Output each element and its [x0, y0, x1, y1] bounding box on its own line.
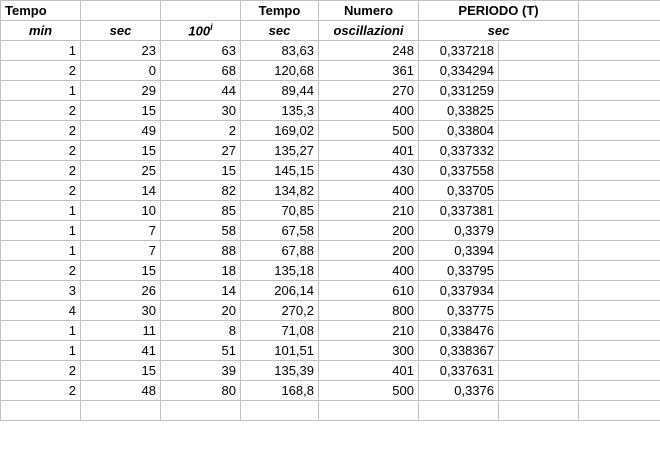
cell-tempo[interactable]: 101,51 — [241, 341, 319, 361]
empty-cell[interactable] — [499, 41, 579, 61]
empty-cell[interactable] — [579, 241, 660, 261]
table-row — [1, 101, 660, 121]
cell-periodo[interactable]: 0,337631 — [419, 361, 499, 381]
cell-sec[interactable]: 7 — [81, 241, 161, 261]
cell-min[interactable]: 1 — [1, 41, 81, 61]
empty-cell[interactable] — [499, 181, 579, 201]
cell-numero[interactable]: 300 — [319, 341, 419, 361]
empty-cell[interactable] — [499, 201, 579, 221]
header-periodo[interactable]: PERIODO (T) — [419, 1, 579, 21]
cell-hundredths[interactable]: 14 — [161, 281, 241, 301]
cell-numero[interactable]: 270 — [319, 81, 419, 101]
cell-sec[interactable]: 25 — [81, 161, 161, 181]
table-row — [1, 221, 660, 241]
cell-sec[interactable]: 10 — [81, 201, 161, 221]
cell-min[interactable]: 1 — [1, 321, 81, 341]
empty-cell[interactable] — [241, 401, 319, 421]
empty-cell[interactable] — [499, 161, 579, 181]
empty-cell[interactable] — [579, 1, 660, 21]
cell-tempo[interactable]: 71,08 — [241, 321, 319, 341]
table-row — [1, 301, 660, 321]
cell-min[interactable]: 1 — [1, 241, 81, 261]
cell-tempo[interactable]: 70,85 — [241, 201, 319, 221]
empty-cell[interactable] — [579, 381, 660, 401]
empty-cell[interactable] — [419, 401, 499, 421]
empty-cell[interactable] — [499, 221, 579, 241]
cell-hundredths[interactable]: 30 — [161, 101, 241, 121]
table-row — [1, 81, 660, 101]
cell-periodo[interactable]: 0,33795 — [419, 261, 499, 281]
cell-numero[interactable]: 500 — [319, 121, 419, 141]
table-row — [1, 181, 660, 201]
table-row — [1, 41, 660, 61]
cell-periodo[interactable]: 0,337332 — [419, 141, 499, 161]
cell-numero[interactable]: 210 — [319, 201, 419, 221]
cell-tempo[interactable]: 67,88 — [241, 241, 319, 261]
cell-numero[interactable]: 400 — [319, 181, 419, 201]
cell-sec[interactable]: 30 — [81, 301, 161, 321]
empty-cell[interactable] — [579, 401, 660, 421]
empty-cell[interactable] — [499, 81, 579, 101]
empty-cell[interactable] — [499, 261, 579, 281]
cell-tempo[interactable]: 135,18 — [241, 261, 319, 281]
cell-hundredths[interactable]: 58 — [161, 221, 241, 241]
cell-periodo[interactable]: 0,33705 — [419, 181, 499, 201]
unit-hundredths[interactable] — [161, 21, 241, 41]
cell-min[interactable]: 4 — [1, 301, 81, 321]
cell-hundredths[interactable]: 8 — [161, 321, 241, 341]
cell-tempo[interactable]: 134,82 — [241, 181, 319, 201]
cell-periodo[interactable]: 0,3379 — [419, 221, 499, 241]
table-row — [1, 361, 660, 381]
cell-hundredths[interactable]: 39 — [161, 361, 241, 381]
cell-min[interactable]: 2 — [1, 181, 81, 201]
unit-sec-total[interactable]: sec — [241, 21, 319, 41]
cell-numero[interactable]: 800 — [319, 301, 419, 321]
table-row — [1, 321, 660, 341]
cell-numero[interactable]: 430 — [319, 161, 419, 181]
cell-hundredths[interactable]: 44 — [161, 81, 241, 101]
cell-tempo[interactable]: 270,2 — [241, 301, 319, 321]
unit-min[interactable]: min — [1, 21, 81, 41]
cell-min[interactable]: 2 — [1, 101, 81, 121]
empty-cell[interactable] — [499, 121, 579, 141]
cell-periodo[interactable]: 0,33825 — [419, 101, 499, 121]
empty-cell[interactable] — [579, 221, 660, 241]
empty-cell[interactable] — [81, 1, 161, 21]
cell-periodo[interactable]: 0,338367 — [419, 341, 499, 361]
cell-hundredths[interactable]: 68 — [161, 61, 241, 81]
cell-numero[interactable]: 361 — [319, 61, 419, 81]
table-row — [1, 281, 660, 301]
cell-min[interactable]: 2 — [1, 161, 81, 181]
cell-tempo[interactable]: 145,15 — [241, 161, 319, 181]
cell-periodo[interactable]: 0,33775 — [419, 301, 499, 321]
empty-cell[interactable] — [579, 101, 660, 121]
table-row — [1, 141, 660, 161]
header-tempo-left[interactable]: Tempo — [1, 1, 81, 21]
cell-hundredths[interactable]: 63 — [161, 41, 241, 61]
cell-numero[interactable]: 210 — [319, 321, 419, 341]
table-row — [1, 61, 660, 81]
cell-sec[interactable]: 49 — [81, 121, 161, 141]
cell-tempo[interactable]: 168,8 — [241, 381, 319, 401]
cell-sec[interactable]: 23 — [81, 41, 161, 61]
cell-min[interactable]: 2 — [1, 141, 81, 161]
cell-tempo[interactable]: 89,44 — [241, 81, 319, 101]
cell-sec[interactable]: 29 — [81, 81, 161, 101]
cell-numero[interactable]: 500 — [319, 381, 419, 401]
empty-cell[interactable] — [579, 81, 660, 101]
empty-cell[interactable] — [579, 61, 660, 81]
cell-tempo[interactable]: 135,27 — [241, 141, 319, 161]
cell-hundredths[interactable]: 82 — [161, 181, 241, 201]
header-row-2 — [1, 21, 660, 41]
empty-cell[interactable] — [579, 341, 660, 361]
cell-tempo[interactable]: 169,02 — [241, 121, 319, 141]
cell-min[interactable]: 1 — [1, 201, 81, 221]
cell-min[interactable]: 3 — [1, 281, 81, 301]
header-numero[interactable]: Numero — [319, 1, 419, 21]
cell-tempo[interactable]: 83,63 — [241, 41, 319, 61]
empty-cell[interactable] — [499, 141, 579, 161]
empty-cell[interactable] — [499, 381, 579, 401]
cell-periodo[interactable]: 0,3376 — [419, 381, 499, 401]
empty-cell[interactable] — [579, 181, 660, 201]
cell-sec[interactable]: 15 — [81, 101, 161, 121]
empty-cell[interactable] — [499, 401, 579, 421]
empty-cell[interactable] — [579, 41, 660, 61]
cell-tempo[interactable]: 135,39 — [241, 361, 319, 381]
cell-numero[interactable]: 400 — [319, 261, 419, 281]
empty-cell[interactable] — [579, 261, 660, 281]
cell-min[interactable]: 2 — [1, 381, 81, 401]
cell-sec[interactable]: 15 — [81, 361, 161, 381]
empty-cell[interactable] — [161, 1, 241, 21]
cell-min[interactable]: 2 — [1, 361, 81, 381]
cell-periodo[interactable]: 0,334294 — [419, 61, 499, 81]
table-row — [1, 201, 660, 221]
empty-cell[interactable] — [579, 301, 660, 321]
unit-oscillazioni[interactable]: oscillazioni — [319, 21, 419, 41]
empty-cell[interactable] — [579, 121, 660, 141]
cell-tempo[interactable]: 120,68 — [241, 61, 319, 81]
empty-cell[interactable] — [499, 101, 579, 121]
cell-numero[interactable]: 401 — [319, 141, 419, 161]
empty-cell[interactable] — [579, 321, 660, 341]
empty-cell[interactable] — [1, 401, 81, 421]
cell-sec[interactable]: 7 — [81, 221, 161, 241]
cell-sec[interactable]: 14 — [81, 181, 161, 201]
cell-periodo[interactable]: 0,337934 — [419, 281, 499, 301]
empty-cell[interactable] — [579, 361, 660, 381]
empty-cell[interactable] — [579, 201, 660, 221]
cell-min[interactable]: 1 — [1, 341, 81, 361]
cell-tempo[interactable]: 206,14 — [241, 281, 319, 301]
cell-sec[interactable]: 11 — [81, 321, 161, 341]
header-tempo[interactable]: Tempo — [241, 1, 319, 21]
cell-hundredths[interactable]: 15 — [161, 161, 241, 181]
cell-numero[interactable]: 248 — [319, 41, 419, 61]
empty-cell[interactable] — [499, 321, 579, 341]
empty-cell[interactable] — [579, 21, 660, 41]
cell-hundredths[interactable]: 20 — [161, 301, 241, 321]
cell-periodo[interactable]: 0,337381 — [419, 201, 499, 221]
table-row-empty — [1, 401, 660, 421]
empty-cell[interactable] — [81, 401, 161, 421]
unit-hundredths-sup: i — [210, 22, 213, 33]
unit-sec[interactable]: sec — [81, 21, 161, 41]
cell-periodo[interactable]: 0,338476 — [419, 321, 499, 341]
header-row-1 — [1, 1, 660, 21]
cell-periodo[interactable]: 0,337558 — [419, 161, 499, 181]
cell-numero[interactable]: 610 — [319, 281, 419, 301]
cell-tempo[interactable]: 135,3 — [241, 101, 319, 121]
cell-periodo[interactable]: 0,331259 — [419, 81, 499, 101]
empty-cell[interactable] — [319, 401, 419, 421]
cell-min[interactable]: 1 — [1, 81, 81, 101]
cell-min[interactable]: 1 — [1, 221, 81, 241]
cell-min[interactable]: 2 — [1, 121, 81, 141]
cell-sec[interactable]: 15 — [81, 261, 161, 281]
cell-numero[interactable]: 200 — [319, 221, 419, 241]
cell-sec[interactable]: 26 — [81, 281, 161, 301]
empty-cell[interactable] — [161, 401, 241, 421]
empty-cell[interactable] — [579, 141, 660, 161]
empty-cell[interactable] — [579, 281, 660, 301]
cell-sec[interactable]: 0 — [81, 61, 161, 81]
cell-numero[interactable]: 200 — [319, 241, 419, 261]
cell-hundredths[interactable]: 2 — [161, 121, 241, 141]
empty-cell[interactable] — [499, 361, 579, 381]
empty-cell[interactable] — [499, 281, 579, 301]
table-row — [1, 241, 660, 261]
cell-numero[interactable]: 400 — [319, 101, 419, 121]
cell-sec[interactable]: 41 — [81, 341, 161, 361]
cell-periodo[interactable]: 0,33804 — [419, 121, 499, 141]
unit-hundredths-base: 100 — [188, 23, 211, 39]
cell-numero[interactable]: 401 — [319, 361, 419, 381]
unit-periodo-sec[interactable]: sec — [419, 21, 579, 41]
cell-hundredths[interactable]: 18 — [161, 261, 241, 281]
table-row — [1, 261, 660, 281]
cell-hundredths[interactable]: 27 — [161, 141, 241, 161]
empty-cell[interactable] — [579, 161, 660, 181]
cell-periodo[interactable]: 0,3394 — [419, 241, 499, 261]
table-row — [1, 161, 660, 181]
empty-cell[interactable] — [499, 61, 579, 81]
cell-sec[interactable]: 48 — [81, 381, 161, 401]
cell-tempo[interactable]: 67,58 — [241, 221, 319, 241]
cell-hundredths[interactable]: 85 — [161, 201, 241, 221]
empty-cell[interactable] — [499, 341, 579, 361]
cell-sec[interactable]: 15 — [81, 141, 161, 161]
empty-cell[interactable] — [499, 241, 579, 261]
table-row — [1, 381, 660, 401]
table-row — [1, 341, 660, 361]
cell-periodo[interactable]: 0,337218 — [419, 41, 499, 61]
cell-hundredths[interactable]: 51 — [161, 341, 241, 361]
cell-min[interactable]: 2 — [1, 61, 81, 81]
table-row — [1, 121, 660, 141]
cell-hundredths[interactable]: 88 — [161, 241, 241, 261]
cell-hundredths[interactable]: 80 — [161, 381, 241, 401]
cell-min[interactable]: 2 — [1, 261, 81, 281]
empty-cell[interactable] — [499, 301, 579, 321]
